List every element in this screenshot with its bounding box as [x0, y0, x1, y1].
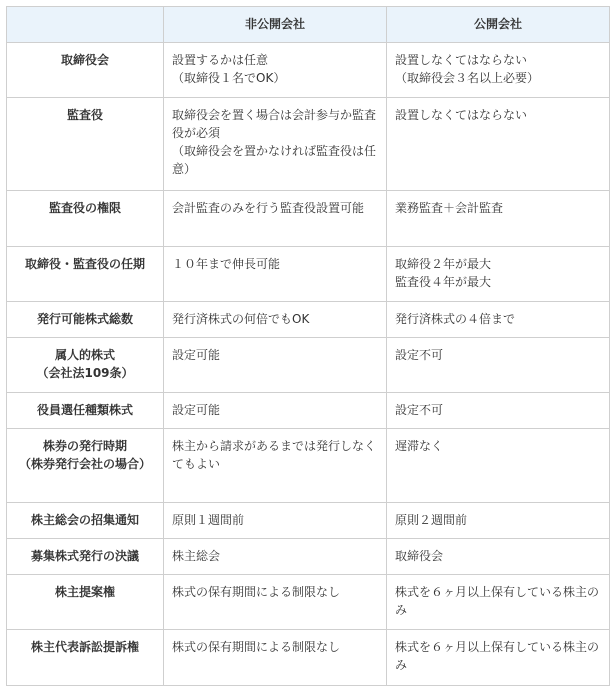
- public-company-cell: 株式を６ヶ月以上保有している株主のみ: [387, 630, 610, 686]
- table-row: [7, 429, 610, 503]
- row-label: 取締役会: [7, 43, 164, 98]
- table-row: [7, 503, 610, 539]
- header-corner-cell: [7, 7, 164, 43]
- public-company-cell: 設置しなくてはならない （取締役会３名以上必要）: [387, 43, 610, 98]
- row-label: 属人的株式 （会社法109条）: [7, 338, 164, 393]
- private-company-cell: 発行済株式の何倍でもOK: [164, 302, 387, 338]
- table-row: [7, 43, 610, 98]
- table-row: [7, 338, 610, 393]
- table-row: [7, 630, 610, 686]
- table-row: [7, 393, 610, 429]
- private-company-cell: 株主から請求があるまでは発行しなくてもよい: [164, 429, 387, 503]
- private-company-cell: 株式の保有期間による制限なし: [164, 630, 387, 686]
- row-label: 発行可能株式総数: [7, 302, 164, 338]
- private-company-cell: １０年まで伸長可能: [164, 247, 387, 302]
- row-label: 監査役の権限: [7, 191, 164, 247]
- row-label: 株主総会の招集通知: [7, 503, 164, 539]
- private-company-cell: 設定可能: [164, 338, 387, 393]
- private-company-cell: 設定可能: [164, 393, 387, 429]
- row-label: 役員選任種類株式: [7, 393, 164, 429]
- table-row: [7, 247, 610, 302]
- row-label: 取締役・監査役の任期: [7, 247, 164, 302]
- table-row: [7, 302, 610, 338]
- private-company-cell: 原則１週間前: [164, 503, 387, 539]
- row-label: 株主提案権: [7, 575, 164, 630]
- comparison-table: [6, 6, 610, 686]
- public-company-cell: 発行済株式の４倍まで: [387, 302, 610, 338]
- public-company-cell: 原則２週間前: [387, 503, 610, 539]
- row-label: 監査役: [7, 98, 164, 191]
- public-company-cell: 取締役会: [387, 539, 610, 575]
- public-company-cell: 設置しなくてはならない: [387, 98, 610, 191]
- table-row: [7, 575, 610, 630]
- header-row: [7, 7, 610, 43]
- table-row: [7, 539, 610, 575]
- public-company-cell: 株式を６ヶ月以上保有している株主のみ: [387, 575, 610, 630]
- private-company-cell: 株主総会: [164, 539, 387, 575]
- public-company-cell: 業務監査＋会計監査: [387, 191, 610, 247]
- header-private-company: 非公開会社: [164, 7, 387, 43]
- private-company-cell: 株式の保有期間による制限なし: [164, 575, 387, 630]
- private-company-cell: 取締役会を置く場合は会計参与か監査役が必須 （取締役会を置かなければ監査役は任意）: [164, 98, 387, 191]
- private-company-cell: 会計監査のみを行う監査役設置可能: [164, 191, 387, 247]
- public-company-cell: 設定不可: [387, 393, 610, 429]
- table-row: [7, 191, 610, 247]
- row-label: 株主代表訴訟提訴権: [7, 630, 164, 686]
- table-row: [7, 98, 610, 191]
- private-company-cell: 設置するかは任意 （取締役１名でOK）: [164, 43, 387, 98]
- row-label: 募集株式発行の決議: [7, 539, 164, 575]
- public-company-cell: 設定不可: [387, 338, 610, 393]
- header-public-company: 公開会社: [387, 7, 610, 43]
- public-company-cell: 取締役２年が最大 監査役４年が最大: [387, 247, 610, 302]
- public-company-cell: 遅滞なく: [387, 429, 610, 503]
- row-label: 株券の発行時期 （株券発行会社の場合）: [7, 429, 164, 503]
